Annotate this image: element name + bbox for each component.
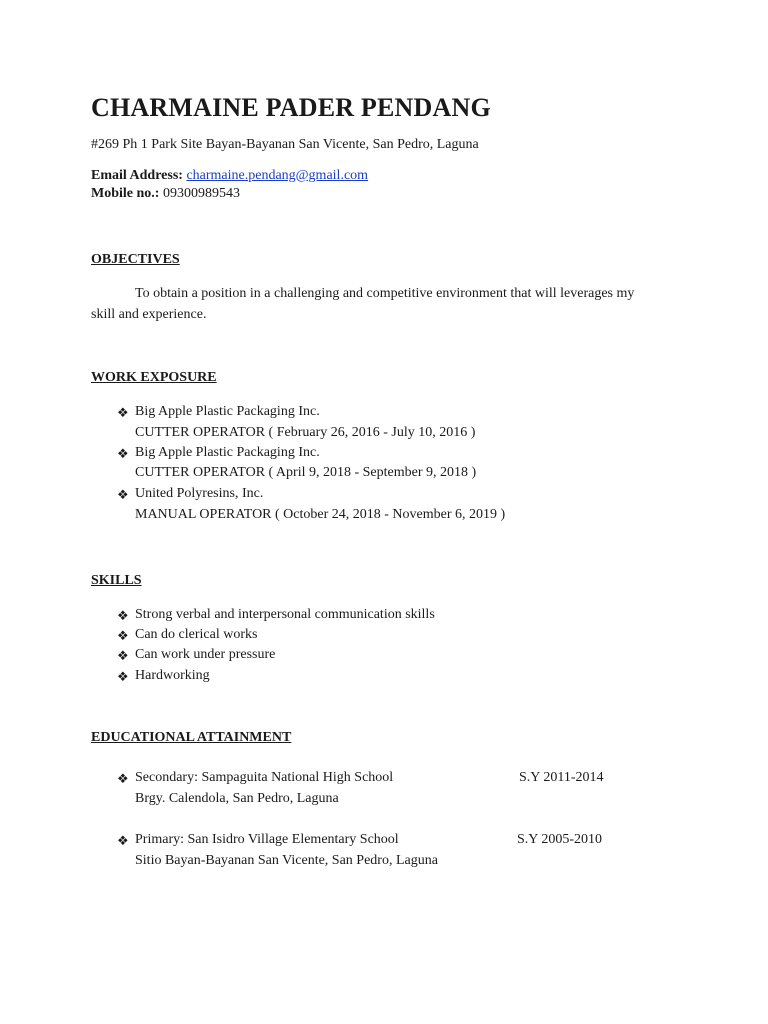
work-detail-1: CUTTER OPERATOR ( February 26, 2016 - July 10, 2016 ) <box>135 425 476 440</box>
diamond-bullet-icon: ❖ <box>117 669 129 684</box>
diamond-bullet-icon: ❖ <box>117 446 129 461</box>
skill-item-4: Hardworking <box>135 668 210 683</box>
email-link[interactable]: charmaine.pendang@gmail.com <box>186 168 369 183</box>
objectives-heading: OBJECTIVES <box>91 252 180 267</box>
work-detail-3: MANUAL OPERATOR ( October 24, 2018 - November 6, 2019 ) <box>135 507 506 522</box>
work-company-1: Big Apple Plastic Packaging Inc. <box>135 404 320 419</box>
work-company-3: United Polyresins, Inc. <box>135 486 264 501</box>
skills-heading: SKILLS <box>91 573 142 588</box>
education-heading: EDUCATIONAL ATTAINMENT <box>91 730 292 745</box>
education-location-2: Sitio Bayan-Bayanan San Vicente, San Pedro, Laguna <box>135 853 438 868</box>
objective-text <box>91 283 691 325</box>
objective-line-2: skill and experience. <box>91 307 207 322</box>
mobile-number: 09300989543 <box>162 186 240 201</box>
address: #269 Ph 1 Park Site Bayan-Bayanan San Vicente, San Pedro, Laguna <box>91 137 479 152</box>
objective-line-1: To obtain a position in a challenging and competitive environment that will leverages my <box>135 286 635 301</box>
diamond-bullet-icon: ❖ <box>117 771 129 786</box>
mobile-label: Mobile no.: <box>91 186 160 201</box>
work-exposure-heading: WORK EXPOSURE <box>91 370 217 385</box>
skill-item-3: Can work under pressure <box>135 647 276 662</box>
education-school-1: Secondary: Sampaguita National High School <box>135 770 394 785</box>
skill-item-2: Can do clerical works <box>135 627 258 642</box>
education-year-1: S.Y 2011-2014 <box>519 770 604 785</box>
education-year-2: S.Y 2005-2010 <box>517 832 603 847</box>
education-school-2: Primary: San Isidro Village Elementary School <box>135 832 399 847</box>
diamond-bullet-icon: ❖ <box>117 648 129 663</box>
email-line <box>91 168 368 184</box>
diamond-bullet-icon: ❖ <box>117 487 129 502</box>
education-location-1: Brgy. Calendola, San Pedro, Laguna <box>135 791 339 806</box>
diamond-bullet-icon: ❖ <box>117 628 129 643</box>
work-detail-2: CUTTER OPERATOR ( April 9, 2018 - September 9, 2018 ) <box>135 465 477 480</box>
diamond-bullet-icon: ❖ <box>117 405 129 420</box>
work-company-2: Big Apple Plastic Packaging Inc. <box>135 445 320 460</box>
diamond-bullet-icon: ❖ <box>117 833 129 848</box>
skill-item-1: Strong verbal and interpersonal communication skills <box>135 607 435 622</box>
mobile-line <box>91 186 240 202</box>
candidate-name: CHARMAINE PADER PENDANG <box>91 93 491 122</box>
email-label: Email Address: <box>91 168 183 183</box>
diamond-bullet-icon: ❖ <box>117 608 129 623</box>
